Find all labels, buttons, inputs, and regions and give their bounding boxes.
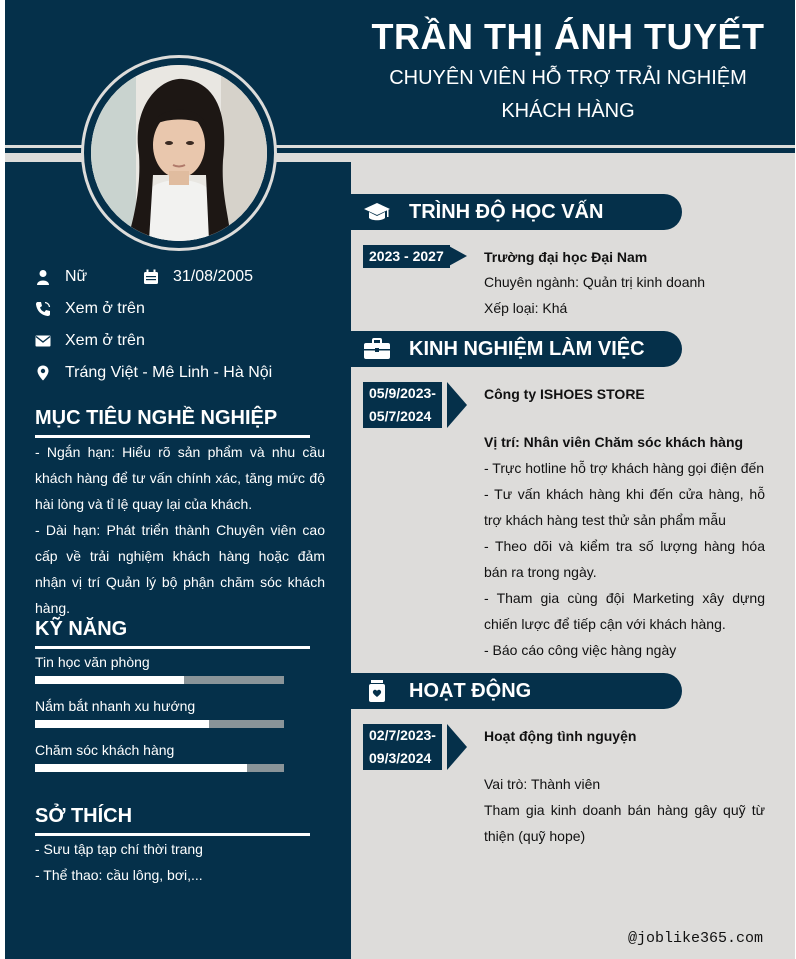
activities-heading: HOẠT ĐỘNG: [409, 679, 532, 702]
objective-short-term: - Ngắn hạn: Hiểu rõ sản phẩm và nhu cầu khách hàng để tư vấn chính xác, tăng mức độ hài lòng và tỉ lệ quay lại của khách.: [35, 444, 325, 512]
calendar-icon: [143, 269, 159, 285]
education-grade: Xếp loại: Khá: [484, 300, 568, 316]
experience-period-arrow: [447, 382, 467, 428]
experience-duty: - Tham gia cùng đội Marketing xây dựng chiến lược để tiếp cận với khách hàng.: [484, 590, 765, 632]
graduation-cap-icon: [363, 200, 391, 224]
skill-bar: [35, 720, 284, 728]
avatar: [91, 65, 267, 241]
hobby-item: - Sưu tập tạp chí thời trang: [35, 841, 203, 857]
experience-period-end: 05/7/2024: [369, 408, 432, 424]
cv-page: [5, 0, 795, 959]
objective-divider: [35, 435, 310, 438]
activity-role: Vai trò: Thành viên: [484, 776, 601, 792]
hobby-item: - Thể thao: cầu lông, bơi,...: [35, 867, 203, 883]
experience-position: Vị trí: Nhân viên Chăm sóc khách hàng: [484, 434, 744, 450]
skill-name: Nắm bắt nhanh xu hướng: [35, 698, 196, 714]
email-icon: [35, 333, 51, 349]
activities-period-start: 02/7/2023-: [369, 727, 436, 743]
gender-row: [35, 268, 87, 286]
skill-name: Chăm sóc khách hàng: [35, 742, 175, 758]
skill-bar: [35, 764, 284, 772]
job-title-line2: KHÁCH HÀNG: [501, 100, 635, 122]
experience-heading: KINH NGHIỆM LÀM VIỆC: [409, 337, 645, 360]
watermark-text: @joblike365.com: [628, 930, 764, 947]
education-period: 2023 - 2027: [363, 245, 450, 268]
briefcase-icon: [363, 337, 391, 361]
education-school: Trường đại học Đại Nam: [484, 249, 648, 265]
job-title-line1: CHUYÊN VIÊN HỖ TRỢ TRẢI NGHIỆM: [389, 67, 747, 89]
portrait-illustration: [91, 65, 267, 241]
experience-period: [363, 382, 442, 428]
experience-duty: - Trực hotline hỗ trợ khách hàng gọi điện đến: [484, 460, 765, 476]
skills-divider: [35, 646, 310, 649]
objective-long-term: - Dài hạn: Phát triển thành Chuyên viên cao cấp về trải nghiệm khách hàng hoặc đảm nhận vị trí Quản lý bộ phận chăm sóc khách hàng.: [35, 522, 325, 616]
skill-name: Tin học văn phòng: [35, 654, 150, 670]
experience-section-header: [351, 331, 682, 367]
phone-icon: [35, 301, 51, 317]
skill-bar-fill: [35, 720, 209, 728]
gender-value: Nữ: [65, 268, 88, 285]
address-row: [35, 364, 272, 382]
skills-heading: KỸ NĂNG: [35, 618, 128, 640]
candidate-name: TRẦN THỊ ÁNH TUYẾT: [371, 16, 765, 57]
activities-period-arrow: [447, 724, 467, 770]
activities-period-end: 09/3/2024: [369, 750, 432, 766]
education-major: Chuyên ngành: Quản trị kinh doanh: [484, 274, 706, 290]
experience-company: Công ty ISHOES STORE: [484, 386, 645, 402]
address-value: Tráng Việt - Mê Linh - Hà Nội: [65, 364, 273, 381]
experience-duty: - Báo cáo công việc hàng ngày: [484, 642, 677, 658]
experience-duty: - Tư vấn khách hàng khi đến cửa hàng, hỗ trợ khách hàng test thử sản phẩm mẫu: [484, 486, 765, 528]
experience-duty: - Theo dõi và kiểm tra số lượng hàng hóa bán ra trong ngày.: [484, 538, 765, 580]
objective-heading: MỤC TIÊU NGHỀ NGHIỆP: [35, 407, 278, 429]
user-icon: [35, 269, 51, 285]
education-period-arrow: [447, 245, 467, 267]
hobbies-divider: [35, 833, 310, 836]
phone-value: Xem ở trên: [65, 300, 145, 317]
dob-row: [143, 268, 253, 286]
skill-bar-fill: [35, 676, 184, 684]
activities-period: [363, 724, 442, 770]
email-value: Xem ở trên: [65, 332, 145, 349]
dob-value: 31/08/2005: [173, 268, 254, 285]
activities-section-header: [351, 673, 682, 709]
location-pin-icon: [35, 365, 51, 381]
volunteer-jar-icon: [363, 679, 391, 703]
activity-name: Hoạt động tình nguyện: [484, 728, 637, 744]
activity-description: Tham gia kinh doanh bán hàng gây quỹ từ thiện (quỹ hope): [484, 802, 765, 844]
hobbies-heading: SỞ THÍCH: [35, 805, 133, 827]
experience-period-start: 05/9/2023-: [369, 385, 436, 401]
skill-bar: [35, 676, 284, 684]
email-row: [35, 332, 145, 350]
education-heading: TRÌNH ĐỘ HỌC VẤN: [409, 200, 604, 223]
education-section-header: [351, 194, 682, 230]
skill-bar-fill: [35, 764, 247, 772]
phone-row: [35, 300, 145, 318]
